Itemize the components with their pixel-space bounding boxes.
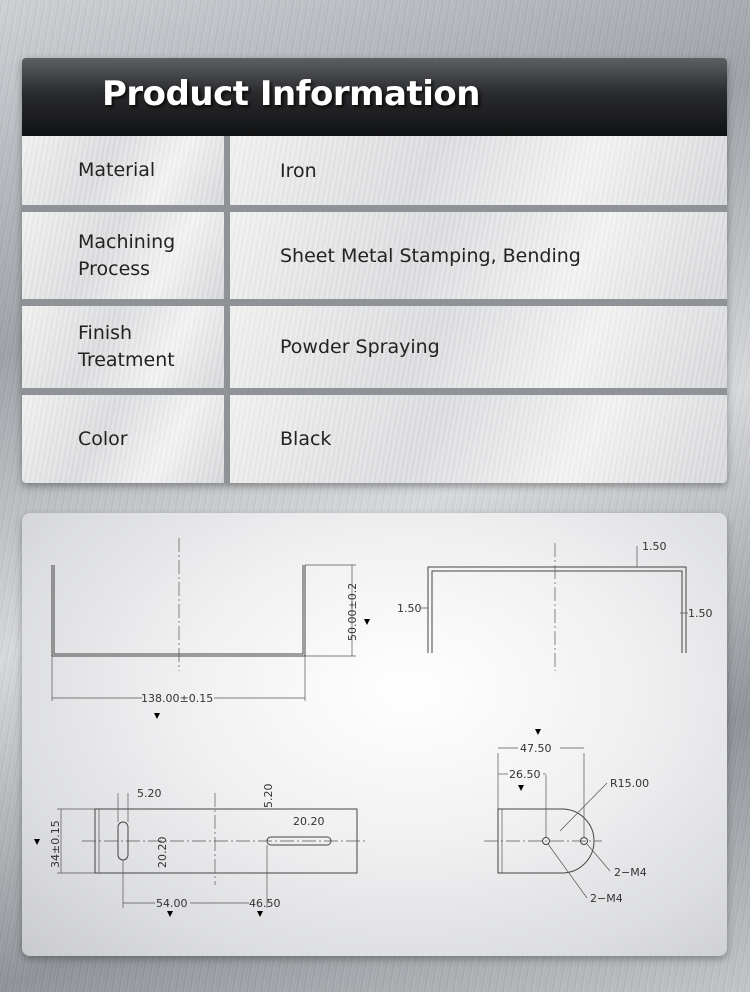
row-label-finish: Finish Treatment: [22, 306, 224, 388]
dim-slot-width: 5.20: [137, 787, 162, 800]
datum-marker: [535, 729, 541, 735]
datum-marker: [257, 911, 263, 917]
product-info-table: [22, 58, 727, 483]
dim-side-length: 47.50: [520, 742, 552, 755]
row-value-machining: Sheet Metal Stamping, Bending: [230, 212, 727, 299]
row-value-color: Black: [230, 395, 727, 483]
drawing-svg: [22, 513, 727, 956]
dim-thickness-left: 1.50: [397, 602, 422, 615]
dim-slot-width-2: 5.20: [262, 783, 275, 808]
plate-view: [34, 784, 367, 918]
technical-drawing: [22, 513, 727, 956]
datum-marker: [34, 839, 40, 845]
row-label-material: Material: [22, 136, 224, 205]
dim-thickness-right: 1.50: [688, 607, 713, 620]
dim-radius: R15.00: [610, 777, 650, 790]
datum-marker: [167, 911, 173, 917]
profile-view: [397, 540, 713, 671]
datum-marker: [364, 619, 370, 625]
front-view: [52, 538, 370, 719]
dim-total-height: 34±0.15: [49, 820, 62, 868]
dim-slot-length: 20.20: [293, 815, 325, 828]
dim-width: 138.00±0.15: [141, 692, 214, 705]
row-value-material: Iron: [230, 136, 727, 205]
datum-marker: [518, 785, 524, 791]
page-title: Product Information: [102, 74, 480, 114]
dim-hole-left: 2−M4: [590, 892, 623, 905]
dim-hole-right: 2−M4: [614, 866, 647, 879]
row-label-color: Color: [22, 395, 224, 483]
dim-offset-left: 54.00: [156, 897, 188, 910]
datum-marker: [154, 713, 160, 719]
dim-offset-right: 46.50: [249, 897, 281, 910]
row-value-finish: Powder Spraying: [230, 306, 727, 388]
dim-height: 50.00±0.2: [346, 582, 359, 641]
row-label-machining: Machining Process: [22, 212, 224, 299]
table-header: [22, 58, 727, 136]
side-view: [484, 729, 649, 905]
dim-thickness-top: 1.50: [642, 540, 667, 553]
dim-slot-height: 20.20: [156, 836, 169, 868]
dim-side-offset: 26.50: [509, 768, 541, 781]
